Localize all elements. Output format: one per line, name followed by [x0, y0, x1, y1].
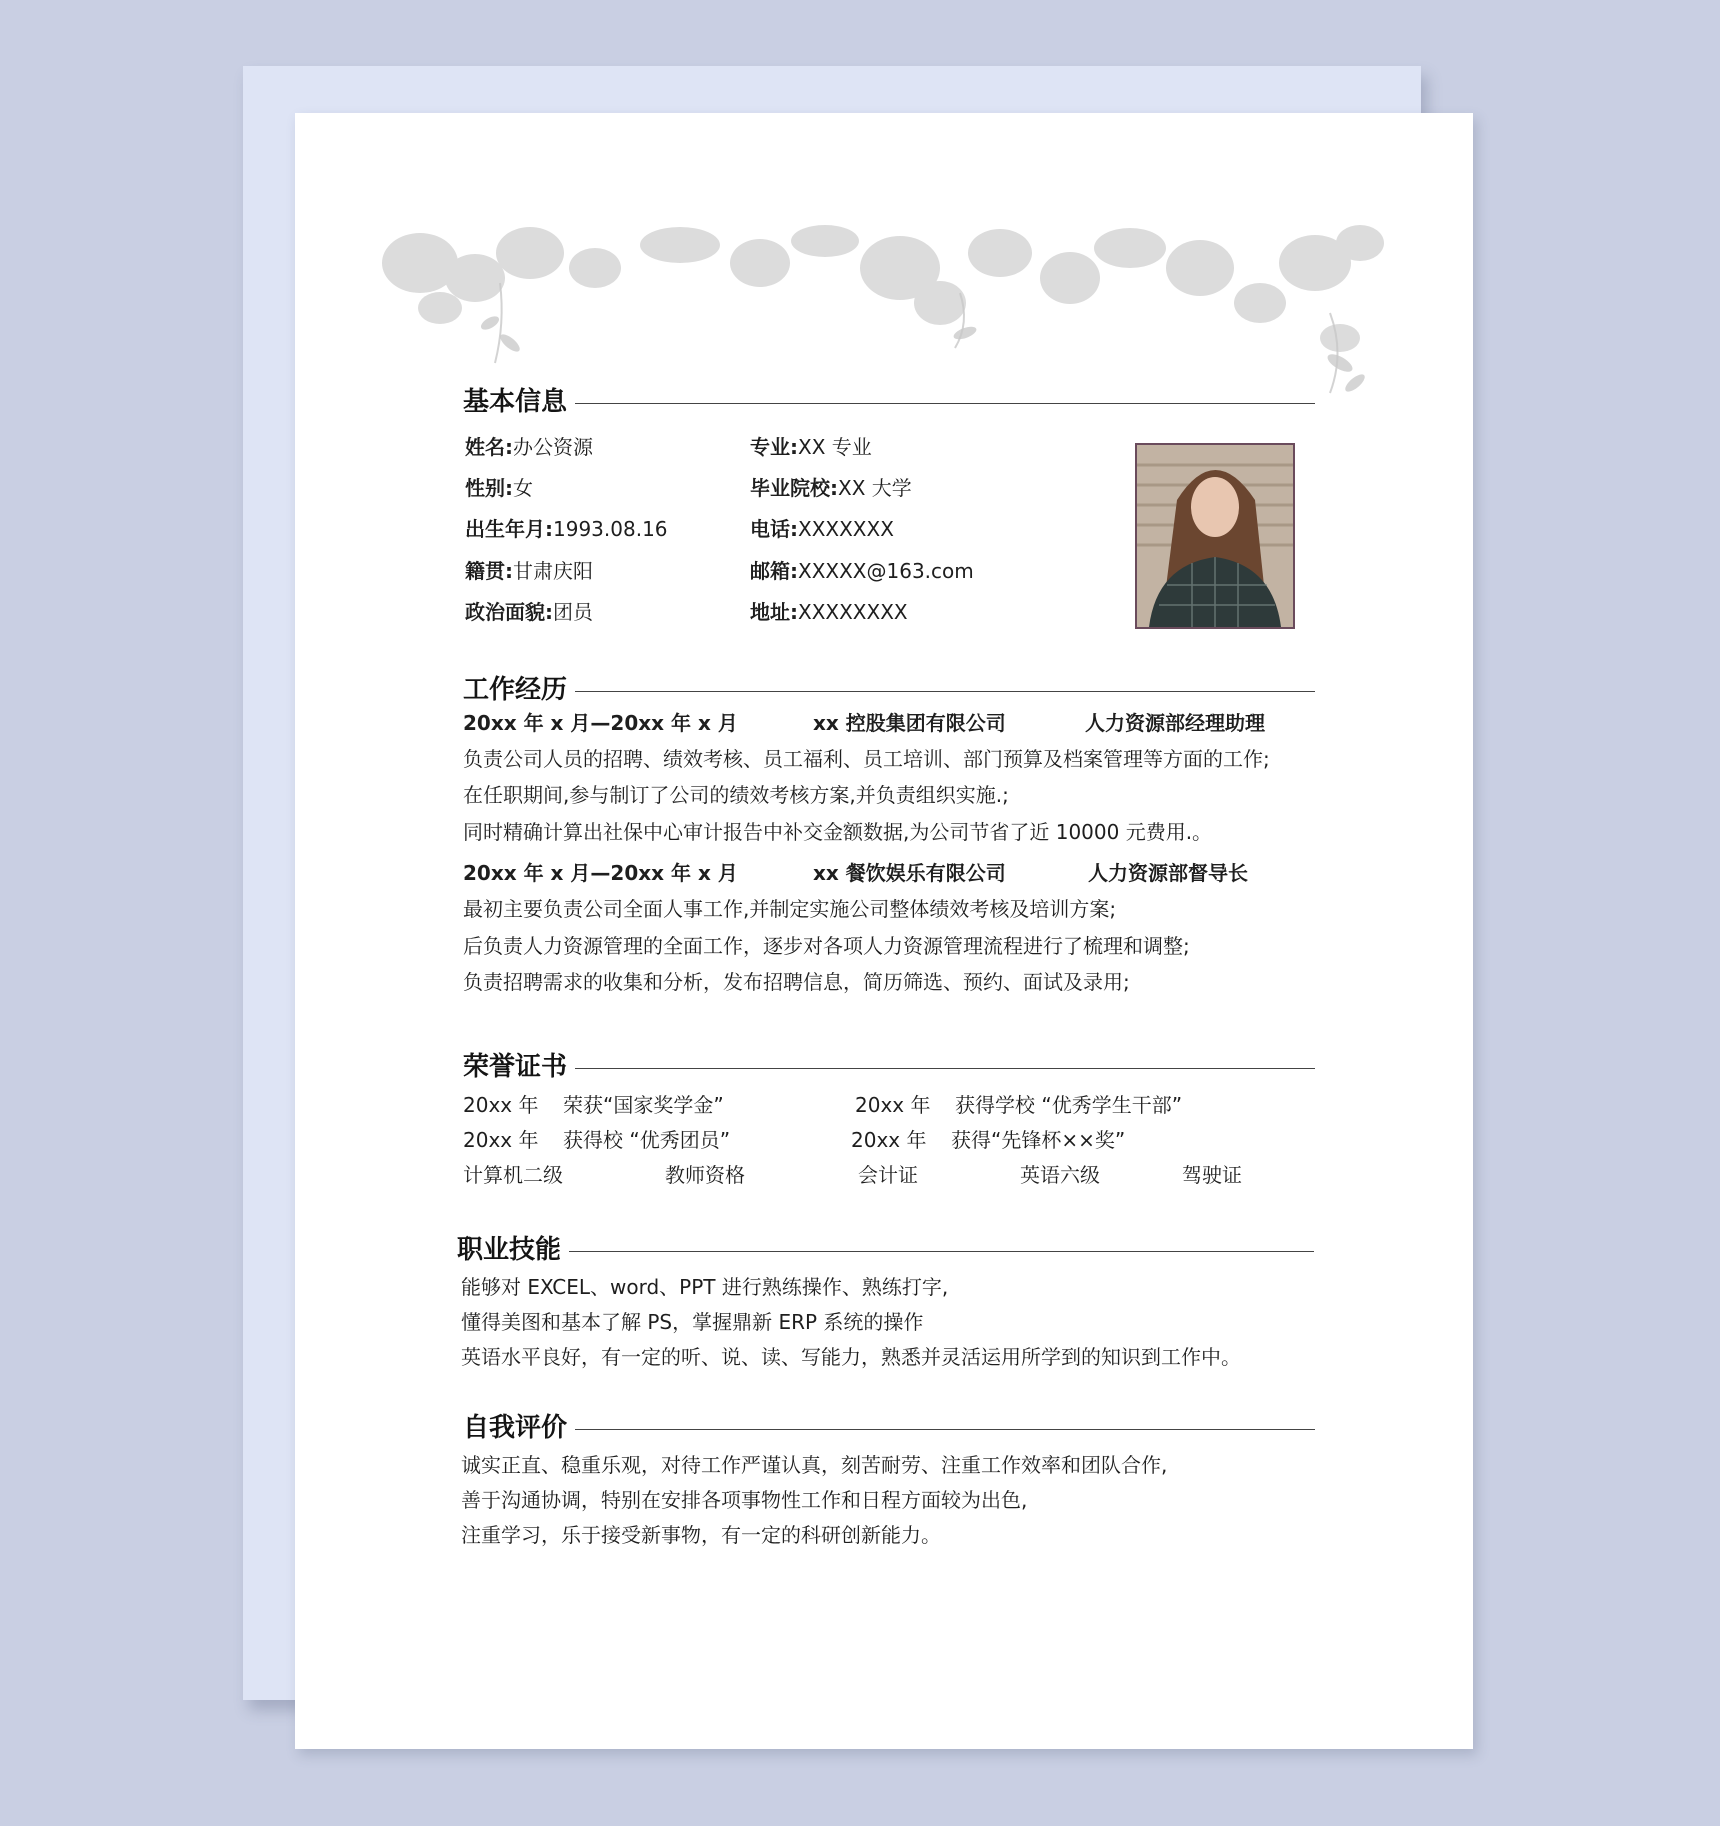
- field-value: XXXXXXX: [798, 517, 894, 541]
- field-email: [750, 555, 974, 584]
- section-basic-info: [463, 381, 1315, 421]
- section-divider: [575, 691, 1315, 692]
- field-birth: [465, 513, 668, 542]
- section-title: 荣誉证书: [463, 1052, 568, 1082]
- skill-line: 能够对 EXCEL、word、PPT 进行熟练操作、熟练打字,: [461, 1275, 949, 1299]
- field-value: 办公资源: [513, 435, 593, 459]
- job-detail-line: 负责招聘需求的收集和分析，发布招聘信息，简历筛选、预约、面试及录用;: [463, 970, 1130, 994]
- section-title: 工作经历: [463, 675, 568, 705]
- field-label: 性别:: [465, 476, 513, 500]
- field-value: 团员: [553, 600, 593, 624]
- field-value: XX 大学: [838, 476, 912, 500]
- honor-year: 20xx 年: [851, 1128, 927, 1152]
- field-school: [750, 472, 912, 501]
- field-value: 女: [513, 476, 533, 500]
- field-label: 电话:: [750, 517, 798, 541]
- section-title: 自我评价: [463, 1413, 568, 1443]
- section-divider: [569, 1251, 1314, 1252]
- honor-year: 20xx 年: [855, 1093, 931, 1117]
- field-value: XXXXX@163.com: [798, 559, 974, 583]
- field-label: 地址:: [750, 600, 798, 624]
- honor-year: 20xx 年: [463, 1128, 539, 1152]
- self-evaluation-line: 善于沟通协调，特别在安排各项事物性工作和日程方面较为出色,: [461, 1488, 1028, 1512]
- field-label: 专业:: [750, 435, 798, 459]
- section-divider: [575, 403, 1315, 404]
- field-label: 政治面貌:: [465, 600, 553, 624]
- job-company: xx 餐饮娱乐有限公司: [813, 861, 1006, 885]
- section-title: 基本信息: [463, 387, 568, 417]
- job-detail-line: 在任职期间,参与制订了公司的绩效考核方案,并负责组织实施.;: [463, 783, 1009, 807]
- job-position: 人力资源部经理助理: [1085, 711, 1265, 735]
- certificate: 教师资格: [665, 1163, 745, 1187]
- field-major: [750, 431, 872, 460]
- field-label: 籍贯:: [465, 559, 513, 583]
- field-address: [750, 596, 908, 625]
- honor-year: 20xx 年: [463, 1093, 539, 1117]
- honor-text: 获得“先锋杯××奖”: [951, 1128, 1126, 1152]
- honor-text: 荣获“国家奖学金”: [563, 1093, 724, 1117]
- field-gender: [465, 472, 533, 501]
- self-evaluation-line: 注重学习，乐于接受新事物，有一定的科研创新能力。: [461, 1523, 941, 1547]
- section-skills: [457, 1229, 1314, 1269]
- skill-line: 英语水平良好，有一定的听、说、读、写能力，熟悉并灵活运用所学到的知识到工作中。: [461, 1345, 1241, 1369]
- field-hometown: [465, 555, 593, 584]
- section-self-evaluation: [463, 1407, 1315, 1447]
- section-divider: [575, 1068, 1315, 1069]
- job-position: 人力资源部督导长: [1088, 861, 1248, 885]
- job-detail-line: 后负责人力资源管理的全面工作，逐步对各项人力资源管理流程进行了梳理和调整;: [463, 934, 1190, 958]
- field-value: XXXXXXXX: [798, 600, 908, 624]
- job-detail-line: 负责公司人员的招聘、绩效考核、员工福利、员工培训、部门预算及档案管理等方面的工作;: [463, 747, 1270, 771]
- field-value: 甘肃庆阳: [513, 559, 593, 583]
- field-political: [465, 596, 593, 625]
- section-title: 职业技能: [457, 1235, 562, 1265]
- job-period: 20xx 年 x 月—20xx 年 x 月: [463, 711, 738, 735]
- profile-photo: [1135, 443, 1295, 629]
- honor-text: 获得学校 “优秀学生干部”: [955, 1093, 1183, 1117]
- field-value: 1993.08.16: [553, 517, 668, 541]
- field-label: 出生年月:: [465, 517, 553, 541]
- field-label: 毕业院校:: [750, 476, 838, 500]
- field-label: 邮箱:: [750, 559, 798, 583]
- field-name: [465, 431, 593, 460]
- honor-text: 获得校 “优秀团员”: [563, 1128, 731, 1152]
- certificate: 驾驶证: [1182, 1163, 1242, 1187]
- section-honors: [463, 1046, 1315, 1086]
- skill-line: 懂得美图和基本了解 PS，掌握鼎新 ERP 系统的操作: [461, 1310, 924, 1334]
- job-detail-line: 最初主要负责公司全面人事工作,并制定实施公司整体绩效考核及培训方案;: [463, 897, 1117, 921]
- job-detail-line: 同时精确计算出社保中心审计报告中补交金额数据,为公司节省了近 10000 元费用.。: [463, 820, 1213, 844]
- certificate: 英语六级: [1020, 1163, 1100, 1187]
- resume-page: [295, 113, 1473, 1749]
- field-value: XX 专业: [798, 435, 872, 459]
- certificate: 会计证: [858, 1163, 918, 1187]
- section-work: [463, 669, 1315, 709]
- job-company: xx 控股集团有限公司: [813, 711, 1006, 735]
- self-evaluation-line: 诚实正直、稳重乐观，对待工作严谨认真，刻苦耐劳、注重工作效率和团队合作,: [461, 1453, 1168, 1477]
- field-phone: [750, 513, 894, 542]
- certificate: 计算机二级: [463, 1163, 563, 1187]
- job-period: 20xx 年 x 月—20xx 年 x 月: [463, 861, 738, 885]
- section-divider: [575, 1429, 1315, 1430]
- field-label: 姓名:: [465, 435, 513, 459]
